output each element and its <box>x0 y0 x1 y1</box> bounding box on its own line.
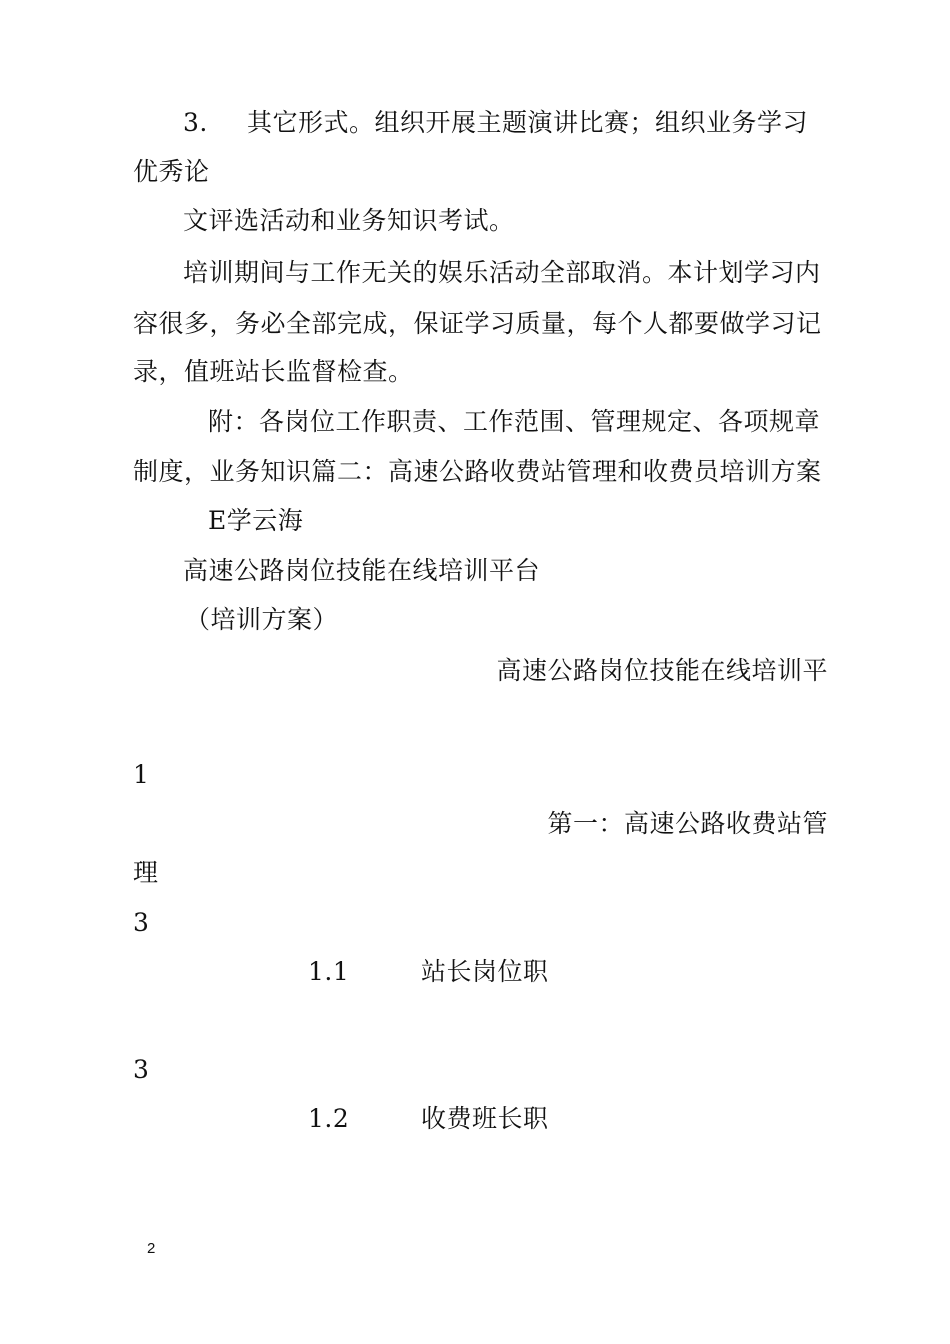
toc-page-number: 1 <box>133 760 150 789</box>
appendix-line1: 附：各岗位工作职责、工作范围、管理规定、各项规章 <box>208 407 821 436</box>
training-paragraph-line2: 容很多，务必全部完成，保证学习质量，每个人都要做学习记 <box>133 309 822 338</box>
item3-number: 3. <box>183 108 208 137</box>
platform-title: 高速公路岗位技能在线培训平台 <box>183 556 541 585</box>
toc-page-number: 3 <box>133 1055 150 1084</box>
brand-name: E学云海 <box>208 506 304 535</box>
item3-text-line3: 文评选活动和业务知识考试。 <box>183 206 515 235</box>
training-paragraph-line3: 录，值班站长监督检查。 <box>133 357 414 386</box>
toc-header: 高速公路岗位技能在线培训平 <box>496 656 828 685</box>
toc-chapter1-label: 第一：高速公路收费站管 <box>547 809 828 838</box>
item3-text-line1: 其它形式。组织开展主题演讲比赛；组织业务学习 <box>247 108 809 137</box>
footer-page-number: 2 <box>147 1240 156 1257</box>
toc-chapter1-continued: 理 <box>133 858 159 887</box>
toc-section-title: 收费班长职 <box>421 1104 549 1133</box>
toc-section-number: 1.2 <box>308 1104 350 1133</box>
appendix-line2: 制度，业务知识篇二：高速公路收费站管理和收费员培训方案 <box>133 457 822 486</box>
training-paragraph-line1: 培训期间与工作无关的娱乐活动全部取消。本计划学习内 <box>183 258 821 287</box>
item3-text-line2: 优秀论 <box>133 157 210 186</box>
toc-section-title: 站长岗位职 <box>421 957 549 986</box>
toc-section-number: 1.1 <box>308 957 350 986</box>
plan-label: （培训方案） <box>185 605 339 634</box>
toc-page-number: 3 <box>133 908 150 937</box>
